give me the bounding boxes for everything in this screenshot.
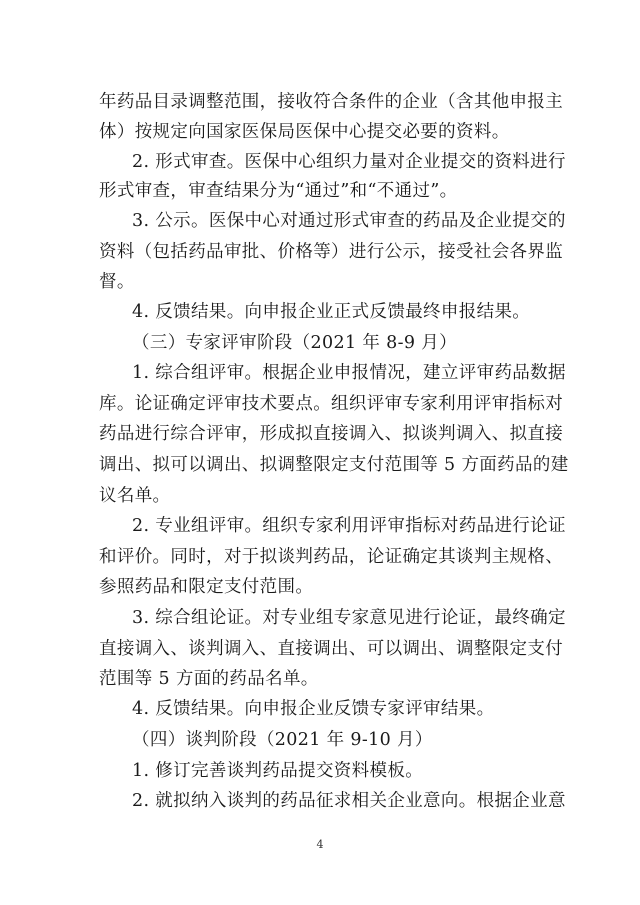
text-line: 参照药品和限定支付范围。 <box>99 577 314 597</box>
text-line: 资料（包括药品审批、价格等）进行公示，接受社会各界监 <box>99 242 564 262</box>
page-number: 4 <box>316 838 324 851</box>
text-line: 库。论证确定评审技术要点。组织评审专家利用评审指标对 <box>99 394 564 414</box>
section-heading: （四）谈判阶段（2021 年 9-10 月） <box>132 730 433 750</box>
text-line: 2. 就拟纳入谈判的药品征求相关企业意向。根据企业意 <box>132 791 566 811</box>
text-line: 调出、拟可以调出、拟调整限定支付范围等 5 方面药品的建 <box>99 455 569 475</box>
text-line: 2. 专业组评审。组织专家利用评审指标对药品进行论证 <box>132 516 566 536</box>
text-line: 议名单。 <box>99 486 171 506</box>
text-line: 药品进行综合评审，形成拟直接调入、拟谈判调入、拟直接 <box>99 424 564 444</box>
text-line: 3. 公示。医保中心对通过形式审查的药品及企业提交的 <box>132 211 566 231</box>
text-line: 直接调入、谈判调入、直接调出、可以调出、调整限定支付 <box>99 639 564 659</box>
text-line: 1. 修订完善谈判药品提交资料模板。 <box>132 761 424 781</box>
text-line: 年药品目录调整范围，接收符合条件的企业（含其他申报主 <box>99 92 564 112</box>
text-line: 3. 综合组论证。对专业组专家意见进行论证，最终确定 <box>132 608 566 628</box>
text-line: 体）按规定向国家医保局医保中心提交必要的资料。 <box>99 122 510 142</box>
text-line: 1. 综合组评审。根据企业申报情况，建立评审药品数据 <box>132 363 566 383</box>
text-line: 4. 反馈结果。向申报企业反馈专家评审结果。 <box>132 699 495 719</box>
text-line: 2. 形式审查。医保中心组织力量对企业提交的资料进行 <box>132 152 566 172</box>
text-line: 形式审查，审查结果分为“通过”和“不通过”。 <box>99 181 458 201</box>
text-line: 范围等 5 方面的药品名单。 <box>99 669 319 689</box>
text-line: 和评价。同时，对于拟谈判药品，论证确定其谈判主规格、 <box>99 547 564 567</box>
text-line: 4. 反馈结果。向申报企业正式反馈最终申报结果。 <box>132 302 531 322</box>
section-heading: （三）专家评审阶段（2021 年 8-9 月） <box>132 333 457 353</box>
text-line: 督。 <box>99 272 135 292</box>
